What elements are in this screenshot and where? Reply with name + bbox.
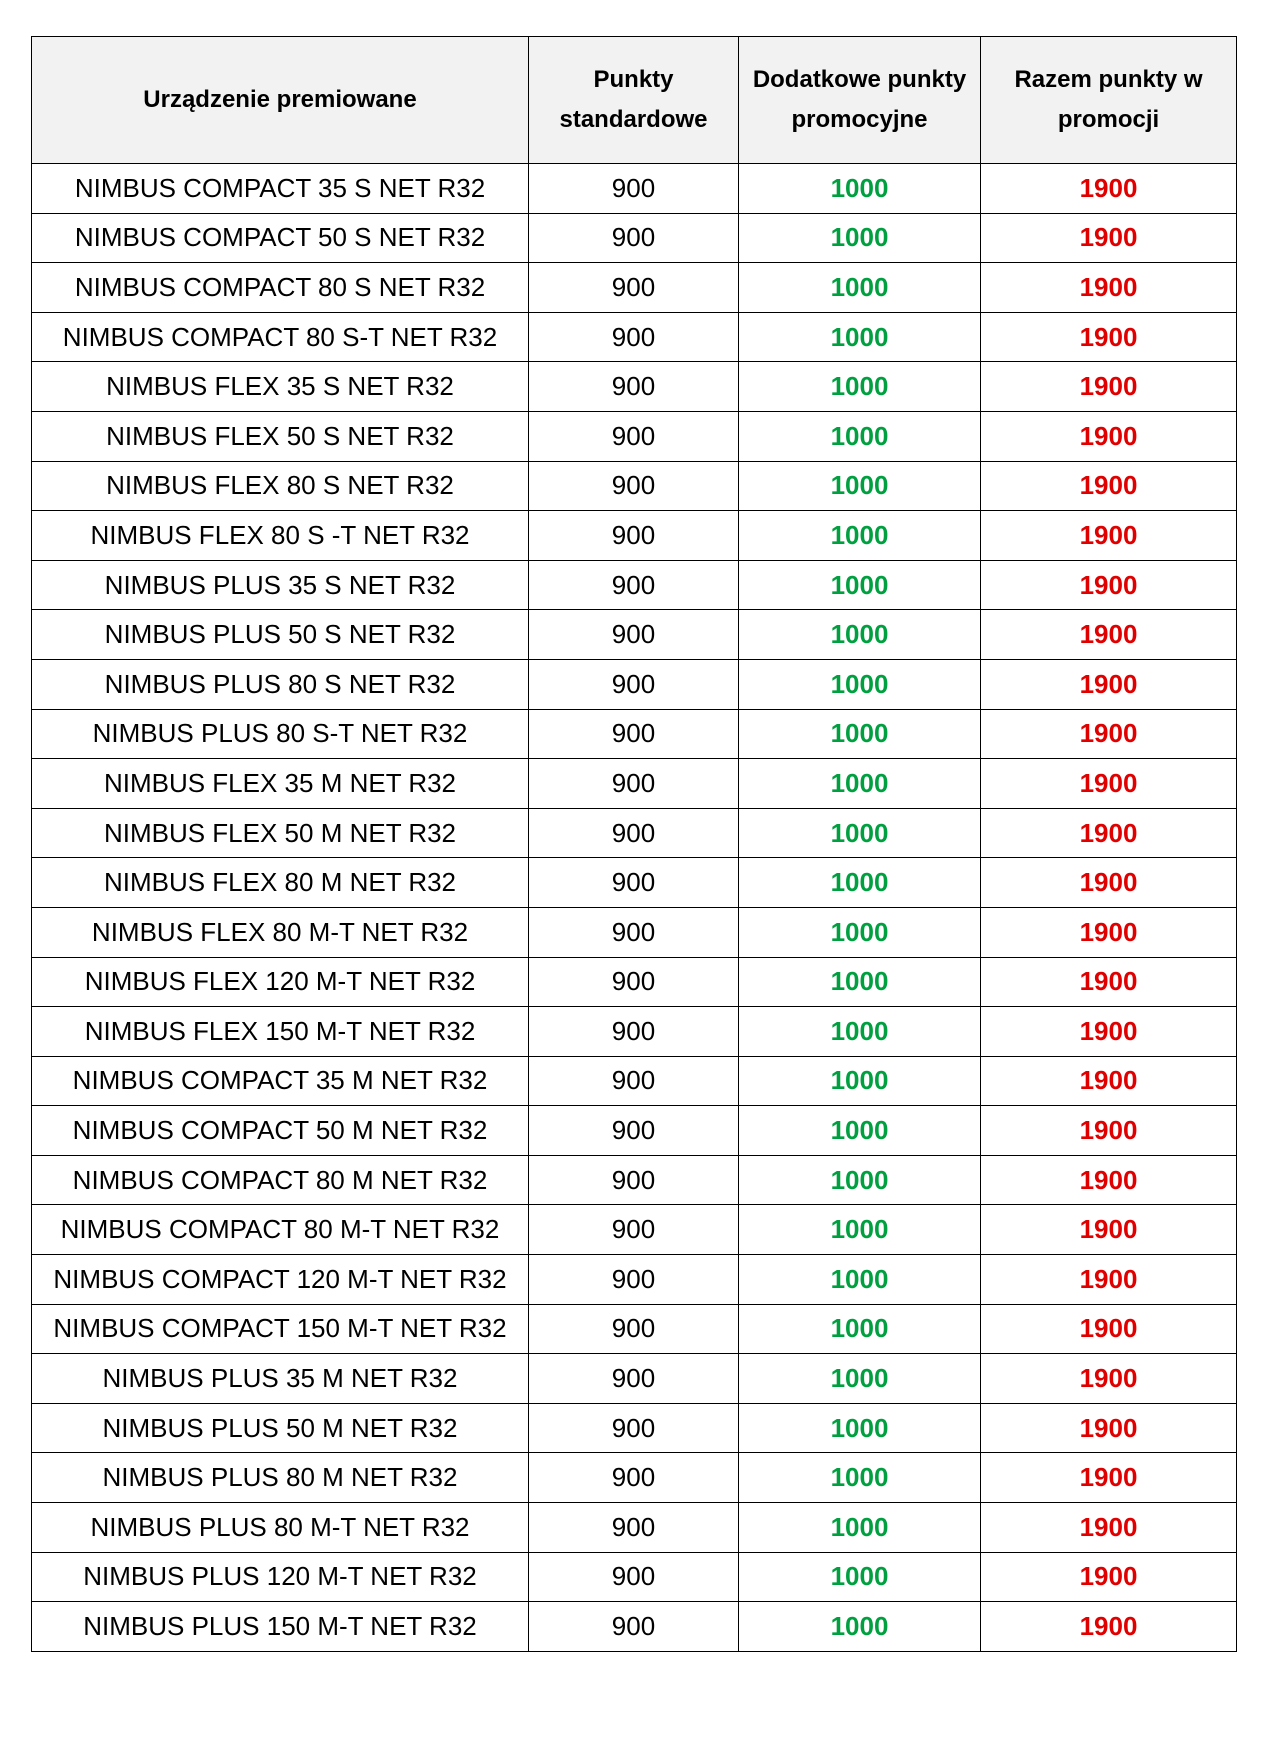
standard-points-cell: 900 (529, 858, 739, 908)
device-name-cell: NIMBUS FLEX 35 M NET R32 (32, 759, 529, 809)
header-device: Urządzenie premiowane (32, 37, 529, 164)
total-points-cell: 1900 (981, 659, 1237, 709)
standard-points-cell: 900 (529, 1453, 739, 1503)
total-points-cell: 1900 (981, 709, 1237, 759)
standard-points-cell: 900 (529, 312, 739, 362)
promotion-points-table (31, 36, 1237, 1652)
standard-points-cell: 900 (529, 1503, 739, 1553)
standard-points-cell: 900 (529, 610, 739, 660)
device-name-cell: NIMBUS PLUS 50 S NET R32 (32, 610, 529, 660)
total-points-cell: 1900 (981, 957, 1237, 1007)
table-row (32, 759, 1237, 809)
table-row (32, 213, 1237, 263)
total-points-cell: 1900 (981, 610, 1237, 660)
device-name-cell: NIMBUS COMPACT 80 S NET R32 (32, 263, 529, 313)
total-points-cell: 1900 (981, 1155, 1237, 1205)
standard-points-cell: 900 (529, 560, 739, 610)
promotion-points-sheet (31, 36, 1236, 1652)
standard-points-cell: 900 (529, 213, 739, 263)
device-name-cell: NIMBUS FLEX 80 M NET R32 (32, 858, 529, 908)
total-points-cell: 1900 (981, 1552, 1237, 1602)
total-points-cell: 1900 (981, 1304, 1237, 1354)
device-name-cell: NIMBUS FLEX 50 S NET R32 (32, 411, 529, 461)
total-points-cell: 1900 (981, 858, 1237, 908)
standard-points-cell: 900 (529, 362, 739, 412)
total-points-cell: 1900 (981, 1403, 1237, 1453)
device-name-cell: NIMBUS COMPACT 150 M-T NET R32 (32, 1304, 529, 1354)
table-row (32, 1205, 1237, 1255)
standard-points-cell: 900 (529, 1106, 739, 1156)
table-row (32, 907, 1237, 957)
device-name-cell: NIMBUS PLUS 120 M-T NET R32 (32, 1552, 529, 1602)
device-name-cell: NIMBUS COMPACT 120 M-T NET R32 (32, 1255, 529, 1305)
standard-points-cell: 900 (529, 808, 739, 858)
standard-points-cell: 900 (529, 1255, 739, 1305)
total-points-cell: 1900 (981, 411, 1237, 461)
standard-points-cell: 900 (529, 709, 739, 759)
device-name-cell: NIMBUS PLUS 50 M NET R32 (32, 1403, 529, 1453)
total-points-cell: 1900 (981, 1453, 1237, 1503)
extra-points-cell: 1000 (739, 759, 981, 809)
extra-points-cell: 1000 (739, 164, 981, 214)
table-body (32, 164, 1237, 1652)
table-row (32, 1056, 1237, 1106)
extra-points-cell: 1000 (739, 213, 981, 263)
extra-points-cell: 1000 (739, 858, 981, 908)
standard-points-cell: 900 (529, 511, 739, 561)
extra-points-cell: 1000 (739, 610, 981, 660)
table-row (32, 1106, 1237, 1156)
extra-points-cell: 1000 (739, 1403, 981, 1453)
standard-points-cell: 900 (529, 1602, 739, 1652)
total-points-cell: 1900 (981, 362, 1237, 412)
standard-points-cell: 900 (529, 411, 739, 461)
device-name-cell: NIMBUS COMPACT 80 M NET R32 (32, 1155, 529, 1205)
extra-points-cell: 1000 (739, 1552, 981, 1602)
table-row (32, 263, 1237, 313)
device-name-cell: NIMBUS PLUS 80 M NET R32 (32, 1453, 529, 1503)
total-points-cell: 1900 (981, 1503, 1237, 1553)
extra-points-cell: 1000 (739, 1056, 981, 1106)
total-points-cell: 1900 (981, 1255, 1237, 1305)
device-name-cell: NIMBUS FLEX 50 M NET R32 (32, 808, 529, 858)
extra-points-cell: 1000 (739, 1453, 981, 1503)
total-points-cell: 1900 (981, 164, 1237, 214)
extra-points-cell: 1000 (739, 1602, 981, 1652)
extra-points-cell: 1000 (739, 461, 981, 511)
extra-points-cell: 1000 (739, 1007, 981, 1057)
extra-points-cell: 1000 (739, 263, 981, 313)
table-header (32, 37, 1237, 164)
standard-points-cell: 900 (529, 1552, 739, 1602)
standard-points-cell: 900 (529, 461, 739, 511)
device-name-cell: NIMBUS FLEX 120 M-T NET R32 (32, 957, 529, 1007)
table-row (32, 312, 1237, 362)
extra-points-cell: 1000 (739, 1155, 981, 1205)
table-row (32, 1503, 1237, 1553)
table-row (32, 461, 1237, 511)
total-points-cell: 1900 (981, 1354, 1237, 1404)
table-row (32, 659, 1237, 709)
device-name-cell: NIMBUS FLEX 80 S NET R32 (32, 461, 529, 511)
table-row (32, 1304, 1237, 1354)
device-name-cell: NIMBUS PLUS 150 M-T NET R32 (32, 1602, 529, 1652)
extra-points-cell: 1000 (739, 1106, 981, 1156)
device-name-cell: NIMBUS FLEX 80 S -T NET R32 (32, 511, 529, 561)
total-points-cell: 1900 (981, 213, 1237, 263)
extra-points-cell: 1000 (739, 1503, 981, 1553)
extra-points-cell: 1000 (739, 1255, 981, 1305)
table-row (32, 808, 1237, 858)
device-name-cell: NIMBUS COMPACT 35 M NET R32 (32, 1056, 529, 1106)
table-row (32, 858, 1237, 908)
total-points-cell: 1900 (981, 511, 1237, 561)
device-name-cell: NIMBUS COMPACT 80 S-T NET R32 (32, 312, 529, 362)
table-row (32, 1552, 1237, 1602)
extra-points-cell: 1000 (739, 957, 981, 1007)
standard-points-cell: 900 (529, 1403, 739, 1453)
device-name-cell: NIMBUS FLEX 150 M-T NET R32 (32, 1007, 529, 1057)
table-row (32, 164, 1237, 214)
table-row (32, 1453, 1237, 1503)
device-name-cell: NIMBUS FLEX 80 M-T NET R32 (32, 907, 529, 957)
table-row (32, 610, 1237, 660)
total-points-cell: 1900 (981, 1007, 1237, 1057)
table-row (32, 511, 1237, 561)
table-row (32, 411, 1237, 461)
device-name-cell: NIMBUS FLEX 35 S NET R32 (32, 362, 529, 412)
standard-points-cell: 900 (529, 1304, 739, 1354)
table-row (32, 1155, 1237, 1205)
device-name-cell: NIMBUS PLUS 35 M NET R32 (32, 1354, 529, 1404)
header-extra-points: Dodatkowe punkty promocyjne (739, 37, 981, 164)
device-name-cell: NIMBUS COMPACT 35 S NET R32 (32, 164, 529, 214)
table-row (32, 560, 1237, 610)
extra-points-cell: 1000 (739, 659, 981, 709)
table-row (32, 1602, 1237, 1652)
standard-points-cell: 900 (529, 1205, 739, 1255)
standard-points-cell: 900 (529, 659, 739, 709)
extra-points-cell: 1000 (739, 362, 981, 412)
total-points-cell: 1900 (981, 560, 1237, 610)
total-points-cell: 1900 (981, 1106, 1237, 1156)
standard-points-cell: 900 (529, 1354, 739, 1404)
table-row (32, 709, 1237, 759)
table-row (32, 1403, 1237, 1453)
total-points-cell: 1900 (981, 461, 1237, 511)
extra-points-cell: 1000 (739, 312, 981, 362)
standard-points-cell: 900 (529, 957, 739, 1007)
extra-points-cell: 1000 (739, 808, 981, 858)
total-points-cell: 1900 (981, 1056, 1237, 1106)
extra-points-cell: 1000 (739, 411, 981, 461)
extra-points-cell: 1000 (739, 907, 981, 957)
extra-points-cell: 1000 (739, 511, 981, 561)
standard-points-cell: 900 (529, 263, 739, 313)
table-row (32, 362, 1237, 412)
extra-points-cell: 1000 (739, 1205, 981, 1255)
table-row (32, 1354, 1237, 1404)
header-total-points: Razem punkty w promocji (981, 37, 1237, 164)
header-row (32, 37, 1237, 164)
device-name-cell: NIMBUS COMPACT 80 M-T NET R32 (32, 1205, 529, 1255)
standard-points-cell: 900 (529, 164, 739, 214)
standard-points-cell: 900 (529, 759, 739, 809)
total-points-cell: 1900 (981, 1602, 1237, 1652)
extra-points-cell: 1000 (739, 1354, 981, 1404)
device-name-cell: NIMBUS PLUS 80 S-T NET R32 (32, 709, 529, 759)
total-points-cell: 1900 (981, 759, 1237, 809)
device-name-cell: NIMBUS PLUS 35 S NET R32 (32, 560, 529, 610)
total-points-cell: 1900 (981, 1205, 1237, 1255)
header-standard-points: Punkty standardowe (529, 37, 739, 164)
standard-points-cell: 900 (529, 1155, 739, 1205)
device-name-cell: NIMBUS COMPACT 50 S NET R32 (32, 213, 529, 263)
extra-points-cell: 1000 (739, 1304, 981, 1354)
device-name-cell: NIMBUS COMPACT 50 M NET R32 (32, 1106, 529, 1156)
extra-points-cell: 1000 (739, 560, 981, 610)
total-points-cell: 1900 (981, 808, 1237, 858)
extra-points-cell: 1000 (739, 709, 981, 759)
total-points-cell: 1900 (981, 263, 1237, 313)
standard-points-cell: 900 (529, 1007, 739, 1057)
table-row (32, 1007, 1237, 1057)
total-points-cell: 1900 (981, 907, 1237, 957)
table-row (32, 1255, 1237, 1305)
device-name-cell: NIMBUS PLUS 80 M-T NET R32 (32, 1503, 529, 1553)
device-name-cell: NIMBUS PLUS 80 S NET R32 (32, 659, 529, 709)
table-row (32, 957, 1237, 1007)
total-points-cell: 1900 (981, 312, 1237, 362)
standard-points-cell: 900 (529, 907, 739, 957)
standard-points-cell: 900 (529, 1056, 739, 1106)
